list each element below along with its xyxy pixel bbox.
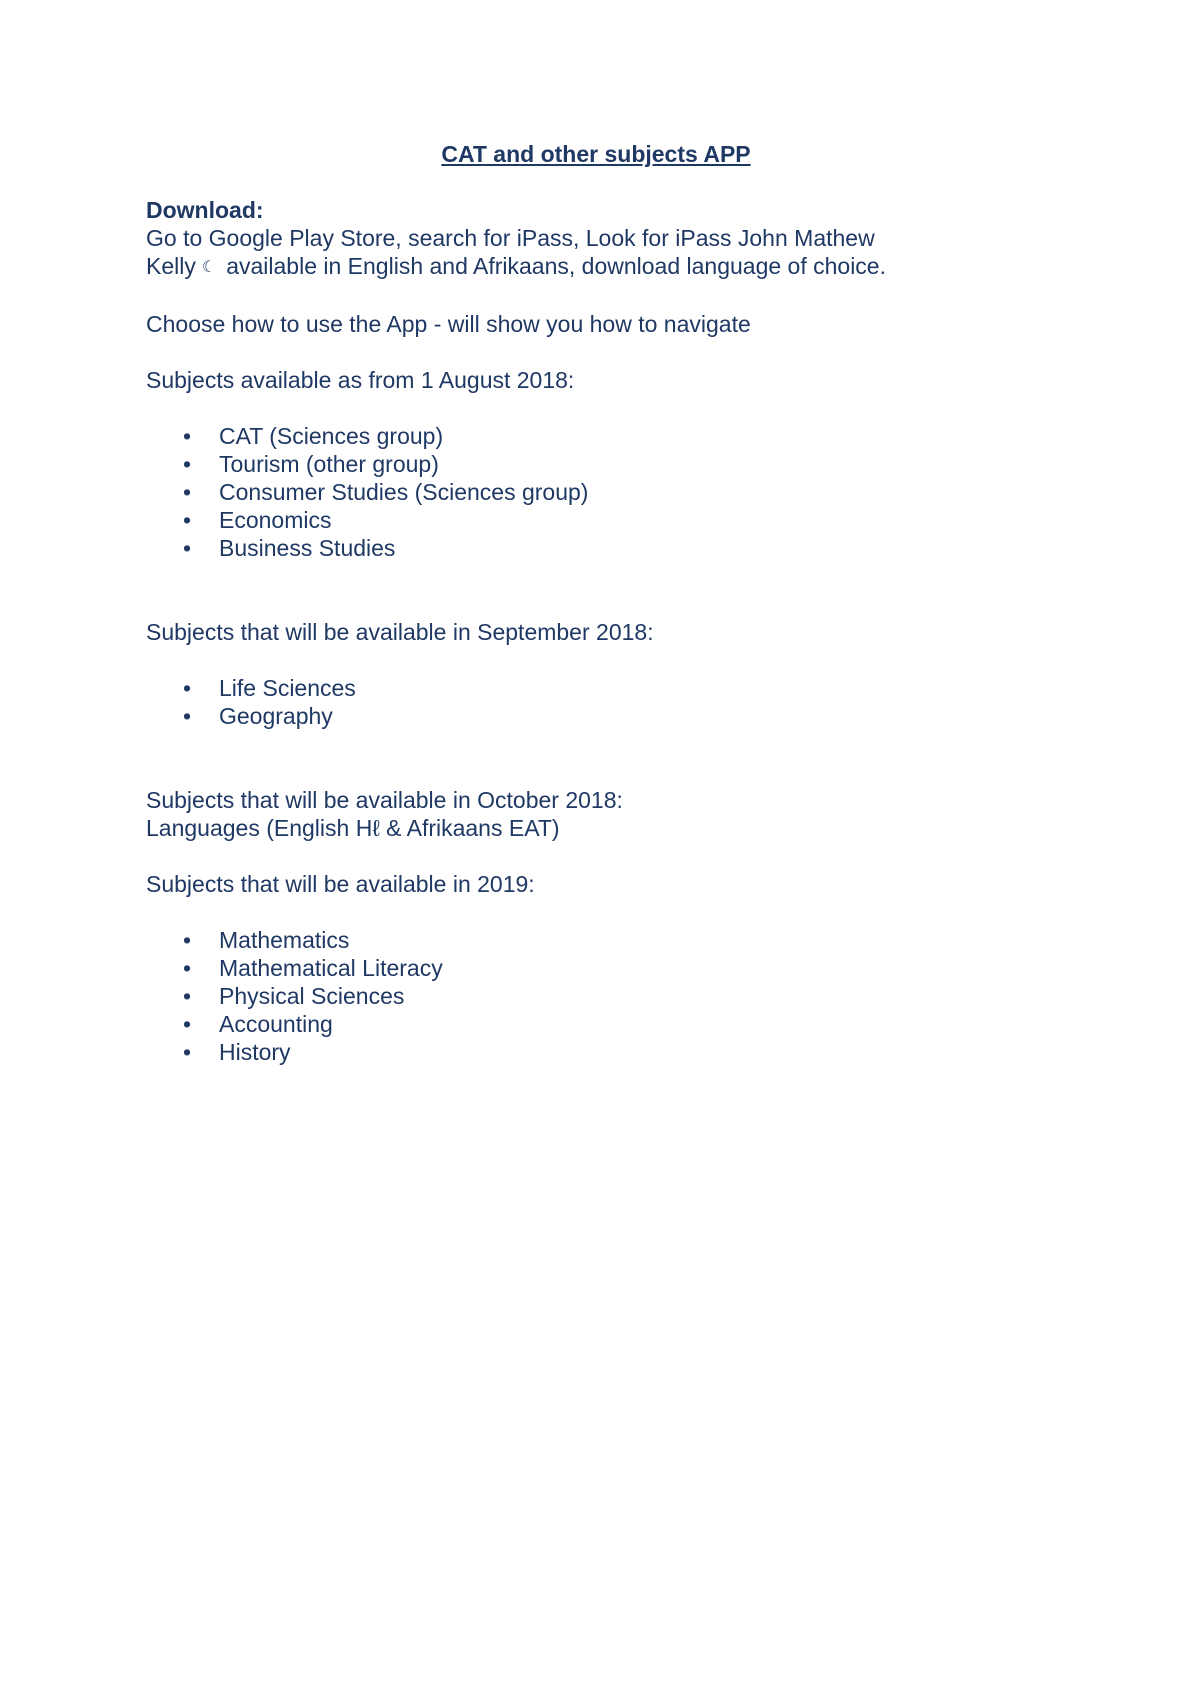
bullet-icon: • [182, 983, 192, 1009]
download-line-2 [146, 252, 1046, 282]
september-list [146, 674, 1046, 730]
october-languages: Languages (English Hℓ & Afrikaans EAT) [146, 815, 560, 841]
october-heading: Subjects that will be available in October 2018: [146, 787, 623, 813]
august-list [146, 422, 1046, 562]
list-item: • CAT (Sciences group) [182, 423, 444, 449]
bullet-icon: • [182, 535, 192, 561]
2019-list [146, 926, 1046, 1066]
list-item: • Life Sciences [182, 675, 356, 701]
document-title: CAT and other subjects APP [441, 141, 751, 167]
list-item: • Accounting [182, 1011, 333, 1037]
list-item: • Mathematical Literacy [182, 955, 443, 981]
list-item: • Geography [182, 703, 333, 729]
list-item: • Consumer Studies (Sciences group) [182, 479, 589, 505]
bullet-icon: • [182, 675, 192, 701]
bullet-icon: • [182, 451, 192, 477]
download-line-2-start: Kelly [146, 253, 196, 279]
download-line-1: Go to Google Play Store, search for iPass, Look for iPass John Mathew [146, 225, 875, 251]
bullet-icon: • [182, 1011, 192, 1037]
september-heading: Subjects that will be available in September 2018: [146, 619, 654, 645]
download-line-2-end: available in English and Afrikaans, download language of choice. [226, 253, 886, 279]
bullet-icon: • [182, 507, 192, 533]
list-item: • History [182, 1039, 291, 1065]
bullet-icon: • [182, 955, 192, 981]
download-label: Download: [146, 197, 264, 223]
august-heading: Subjects available as from 1 August 2018: [146, 367, 575, 393]
list-item: • Business Studies [182, 535, 396, 561]
bullet-icon: • [182, 1039, 192, 1065]
document-page [146, 140, 1046, 1066]
choose-text: Choose how to use the App - will show you how to navigate [146, 311, 751, 337]
list-item: • Physical Sciences [182, 983, 405, 1009]
list-item: • Mathematics [182, 927, 350, 953]
bullet-icon: • [182, 703, 192, 729]
bullet-icon: • [182, 927, 192, 953]
bullet-icon: • [182, 479, 192, 505]
moon-icon: ☾ [201, 259, 217, 276]
list-item: • Economics [182, 507, 332, 533]
bullet-icon: • [182, 423, 192, 449]
list-item: • Tourism (other group) [182, 451, 439, 477]
2019-heading: Subjects that will be available in 2019: [146, 871, 535, 897]
